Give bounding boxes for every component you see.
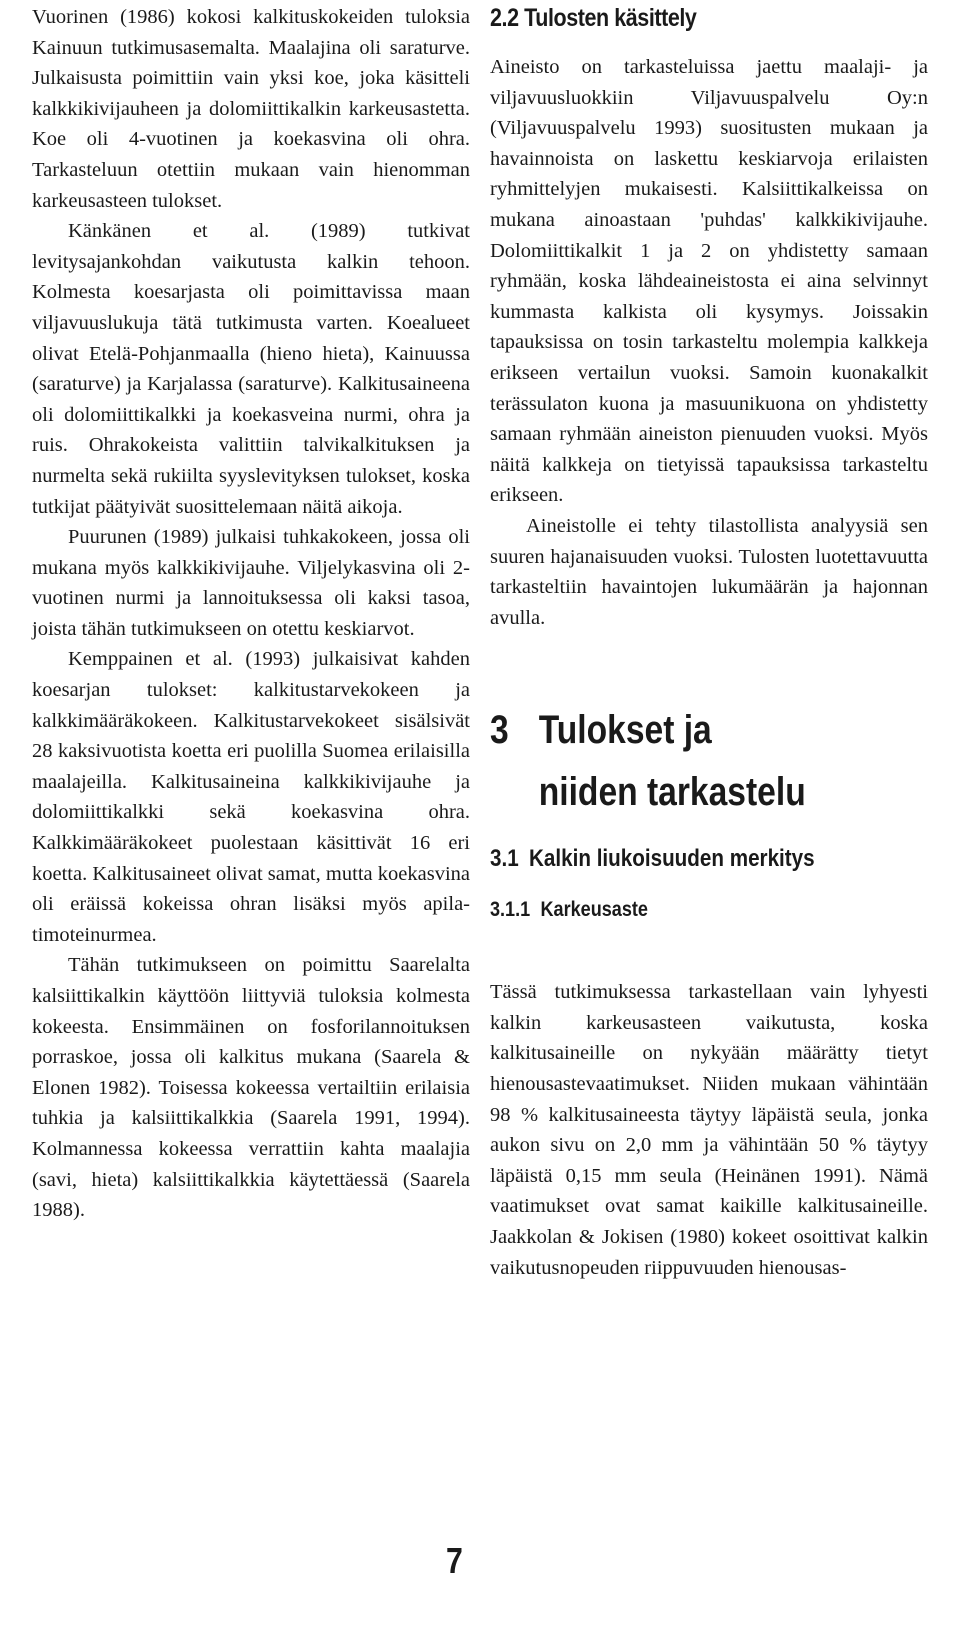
paragraph-karkeusaste: Tässä tutkimuksessa tarkastellaan vain lyhyesti kalkin karkeusasteen vaikutusta, koska kalkitusaineille on nykyään määrätty tietyt hienousastevaatimukset. Niiden mukaan vähintään 98 % kalkitusaineesta täytyy läpäistä seula, jonka aukon sivu on 2,0 mm ja vähintään 50 % täytyy läpäistä 0,15 mm seula (Heinänen 1991). Nämä vaatimukset ovat samat kaikille kalkitusaineille. Jaakkolan & Jokisen (1980) kokeet osoittivat kalkin vaikutusnopeuden riippuvuuden hienousas- (490, 981, 928, 1279)
paragraph-aineisto: Aineisto on tarkasteluissa jaettu maalaji- ja viljavuusluokkiin Viljavuuspalvelu Oy:n (Viljavuuspalvelu 1993) suositusten mukaan ja havainnoista on laskettu keskiarvoja erilaisten ryhmittelyjen mukaisesti. Kalsiittikalkeissa on mukana ainoastaan 'puhdas' kalkkikivijauhe. Dolomiittikalkit 1 ja 2 on yhdistetty samaan ryhmään, koska lähdeaineistosta ei aina selvinnyt kummasta kalkista oli kysymys. Joissakin tapauksissa on tosin tarkasteltu molempia kalkkeja erikseen vertailun vuoksi. Samoin kuonakalkit terässulaton kuona ja masuunikuona on yhdistetty samaan ryhmään aineiston pienuuden vuoksi. Myös näitä kalkkeja on tietyissä tapauksissa tarkasteltu erikseen. (490, 56, 928, 507)
section-title: Kalkin liukoisuuden merkitys (529, 845, 815, 873)
left-column (32, 2, 470, 1226)
chapter-title-line2: niiden tarkastelu (538, 770, 806, 815)
paragraph-kemppainen: Kemppainen et al. (1993) julkaisivat kahden koesarjan tulokset: kalkitustarvekokeen ja kalkkimääräkokeen. Kalkitustarvekokeet sisälsivät 28 kaksivuotista koetta eri puolilla Suomea erilaisilla maalajeilla. Kalkitusaineina kalkkikivijauhe ja dolomiittikalkki sekä koekasvina ohra. Kalkkimääräkokeet puolestaan käsittivät 16 eri koetta. Kalkitusaineet olivat samat, mutta koekasvina oli eräissä kokeissa ohran lisäksi myös apila-timoteinurmea. (32, 648, 470, 946)
right-column (490, 2, 928, 1283)
paragraph-saarela: Tähän tutkimukseen on poimittu Saarelalta kalsiittikalkin käyttöön liittyviä tuloksia kolmesta kokeesta. Ensimmäinen on fosforilannoituksen porraskoe, jossa oli kalkitus mukana (Saarela & Elonen 1982). Toisessa kokeessa vertailtiin erilaisia tuhkia ja kalsiittikalkkia (Saarela 1991, 1994). Kolmannessa kokeessa verrattiin kahta maalajia (savi, hieta) kalsiittikalkkia käytettäessä (Saarela 1988). (32, 954, 470, 1222)
subsection-number: 3.1.1 (490, 898, 531, 922)
chapter-title-line1: Tulokset ja (538, 708, 712, 753)
section-title: Tulosten käsittely (524, 4, 697, 32)
subsection-heading-3-1-1 (490, 895, 867, 925)
chapter-number: 3 (490, 708, 509, 753)
paragraph-kankanen: Känkänen et al. (1989) tutkivat levitysajankohdan vaikutusta kalkin tehoon. Kolmesta koesarjasta oli poimittavissa maan viljavuuslukuja tätä tutkimusta varten. Koealueet olivat Etelä-Pohjanmaalla (hieno hieta), Kainuussa (saraturve) ja Karjalassa (saraturve). Kalkitusaineena oli dolomiittikalkki ja koekasveina nurmi, ohra ja ruis. Ohrakokeista valittiin talvikalkituksen ja nurmelta sekä rukiilta syyslevityksen tulokset, koska tutkijat päätyivät suosittelemaan näitä aikoja. (32, 220, 470, 518)
section-heading-3-1 (490, 843, 867, 875)
paragraph-tilastollinen: Aineistolle ei tehty tilastollista analyysiä sen suuren hajanaisuuden vuoksi. Tulosten luotettavuutta tarkasteltiin havaintojen lukumäärän ja hajonnan avulla. (490, 514, 928, 629)
subsection-title: Karkeusaste (540, 898, 648, 922)
paragraph-vuorinen: Vuorinen (1986) kokosi kalkituskokeiden tuloksia Kainuun tutkimusasemalta. Maalajina oli saraturve. Julkaisusta poimittiin vain yksi koe, joka käsitteli kalkkikivijauheen ja dolomiittikalkin karkeusastetta. Koe oli 4-vuotinen ja koekasvina oli ohra. Tarkasteluun otettiin mukaan vain hienomman karkeusasteen tulokset. (32, 6, 470, 212)
section-heading-2-2 (490, 2, 867, 34)
page-number: 7 (446, 1540, 463, 1581)
chapter-heading-3 (490, 699, 858, 823)
paragraph-puurunen: Puurunen (1989) julkaisi tuhkakokeen, jossa oli mukana myös kalkkikivijauhe. Viljelykasvina oli 2-vuotinen nurmi ja lannoituksessa oli kaksi tasoa, joista tähän tutkimukseen on otettu keskiarvot. (32, 526, 470, 640)
section-number: 2.2 (490, 4, 519, 32)
section-number: 3.1 (490, 845, 519, 873)
